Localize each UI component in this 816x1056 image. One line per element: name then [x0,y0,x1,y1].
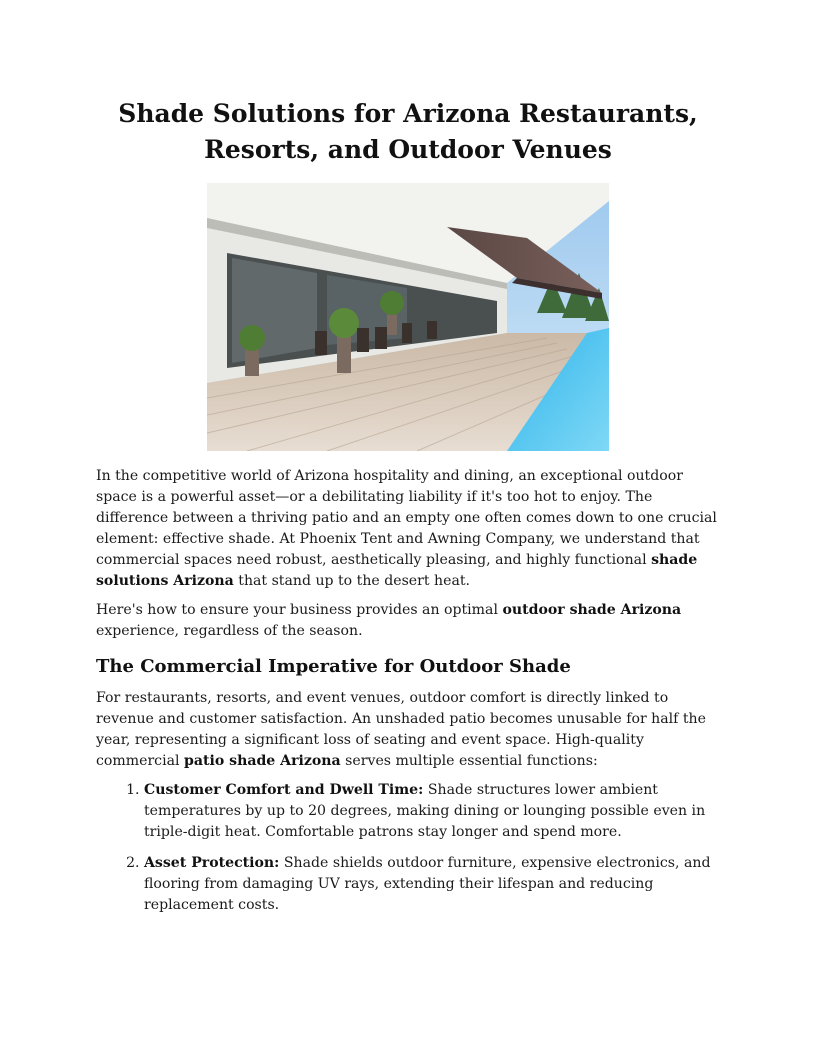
list-item [144,780,720,843]
p2-text-1: Here's how to ensure your business provides an optimal [96,602,503,618]
p3-text-2: serves multiple essential functions: [340,753,598,769]
title-line-1: Shade Solutions for Arizona Restaurants, [118,99,698,128]
list-item-text: Shade structures lower ambient temperatures by up to 20 degrees, making dining or lounging possible even in triple-digit heat. Comfortable patrons stay longer and spend more. [144,782,706,840]
second-paragraph [96,600,720,642]
intro-text-2: that stand up to the desert heat. [233,573,470,589]
patio-awning-photo [207,183,609,451]
list-item-title: Asset Protection: [144,855,280,871]
p3-text-1: For restaurants, resorts, and event venues, outdoor comfort is directly linked to revenue and customer satisfaction. An unshaded patio becomes unusable for half the year, representing a significant loss of seating and event space. High-quality commercial [96,690,706,769]
page-title [96,96,720,168]
section-heading: The Commercial Imperative for Outdoor Shade [96,656,571,677]
list-item [144,853,720,916]
intro-paragraph [96,466,720,592]
list-item-title: Customer Comfort and Dwell Time: [144,782,424,798]
intro-keyword: shade solutions Arizona [96,552,698,589]
benefits-list [96,780,720,916]
third-paragraph [96,688,720,772]
intro-text-1: In the competitive world of Arizona hospitality and dining, an exceptional outdoor space is a powerful asset—or a debilitating liability if it's too hot to enjoy. The difference between a thriving patio and an empty one often comes down to one crucial element: effective shade. At Phoenix Tent and Awning Company, we understand that commercial spaces need robust, aesthetically pleasing, and highly functional [96,468,717,568]
p2-text-2: experience, regardless of the season. [96,623,363,639]
p3-keyword: patio shade Arizona [183,753,341,769]
title-line-2: Resorts, and Outdoor Venues [204,135,612,164]
list-item-text: Shade shields outdoor furniture, expensive electronics, and flooring from damaging UV rays, extending their lifespan and reducing replacement costs. [144,855,711,913]
p2-keyword: outdoor shade Arizona [502,602,682,618]
document-page [96,96,720,926]
